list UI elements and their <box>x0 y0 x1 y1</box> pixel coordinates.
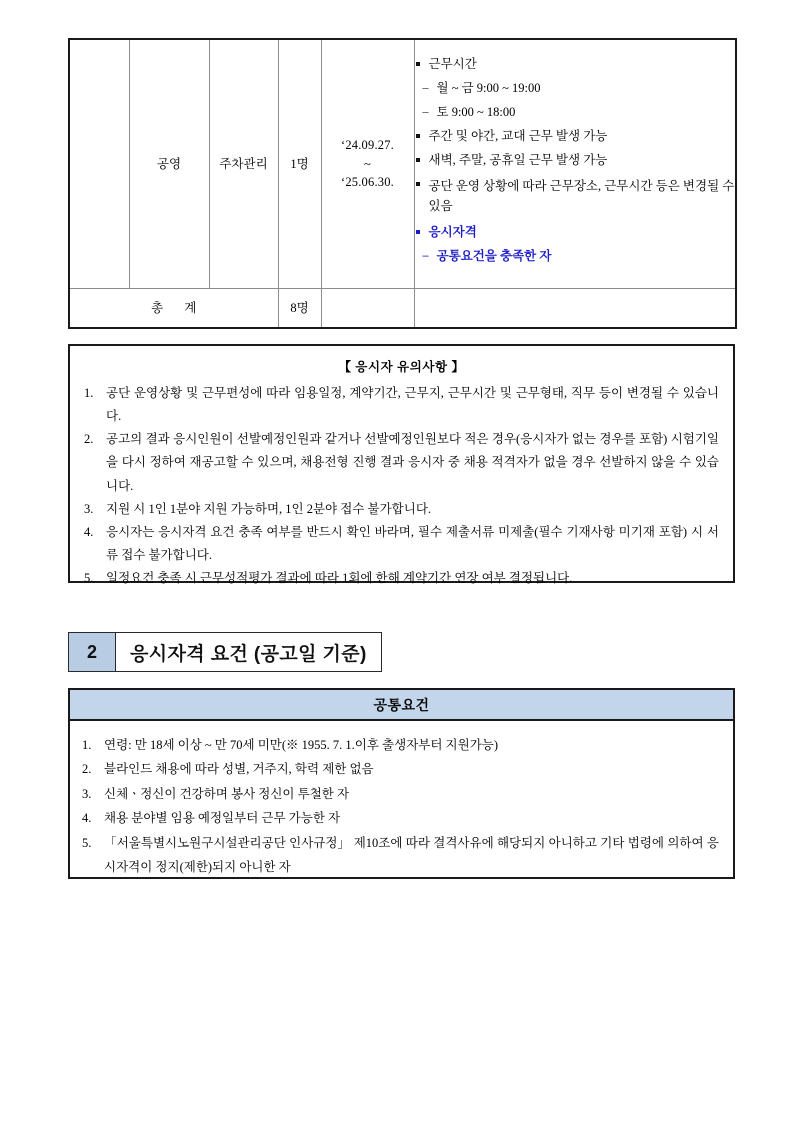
list-item-eligibility-detail: – 공통요건을 충족한 자 <box>415 248 736 265</box>
common-requirements-body <box>68 721 735 879</box>
list-item: 새벽, 주말, 공휴일 근무 발생 가능 <box>415 152 736 169</box>
item-number: 3. <box>84 501 94 516</box>
item-number: 2. <box>82 762 92 777</box>
table-row-total <box>69 289 736 329</box>
cell-headcount: 1명 <box>278 39 321 289</box>
list-item: 근무시간 <box>415 56 736 73</box>
section-heading <box>68 632 382 672</box>
recruitment-table <box>68 38 737 329</box>
total-headcount: 8명 <box>278 289 321 329</box>
list-item <box>84 428 719 497</box>
item-text: 「서울특별시노원구시설관리공단 인사규정」 제10조에 따라 결격사유에 해당되지 아니하고 기타 법령에 의하여 응시자격이 정지(제한)되지 아니한 자 <box>104 835 719 874</box>
item-text: 응시자는 응시자격 요건 충족 여부를 반드시 확인 바라며, 필수 제출서류 미제출(필수 기재사항 미기재 포함) 시 서류 접수 불가합니다. <box>106 524 719 562</box>
item-text: 연령: 만 18세 이상 ~ 만 70세 미만(※ 1955. 7. 1.이후 출생자부터 지원가능) <box>104 738 499 752</box>
cell-contract-period <box>321 39 414 289</box>
cell-division: 공영 <box>129 39 209 289</box>
notice-title: 【 응시자 유의사항 】 <box>338 360 465 374</box>
period-start: ‘24.09.27. <box>340 137 395 152</box>
item-number: 2. <box>84 432 94 447</box>
period-end: ‘25.06.30. <box>340 175 395 190</box>
period-tilde: ~ <box>364 156 371 171</box>
list-item <box>84 498 719 521</box>
item-number: 5. <box>84 571 94 585</box>
list-item: 주간 및 야간, 교대 근무 발생 가능 <box>415 128 736 145</box>
item-text: 지원 시 1인 1분야 지원 가능하며, 1인 2분야 접수 불가합니다. <box>106 501 432 516</box>
list-item <box>82 831 719 880</box>
cell-blank <box>69 39 129 289</box>
list-item <box>84 521 719 567</box>
page-title: 응시자격 요건 (공고일 기준) <box>130 643 367 665</box>
cell-work-conditions <box>414 39 736 289</box>
item-number: 1. <box>84 386 94 400</box>
item-text: 일정요건 충족 시 근무성적평가 결과에 따라 1회에 한해 계약기간 연장 여부 결정됩니다. <box>106 571 573 585</box>
item-number: 3. <box>82 786 92 801</box>
item-text: 공단 운영상황 및 근무편성에 따라 임용일정, 계약기간, 근무지, 근무시간 및 근무형태, 직무 등이 변경될 수 있습니다. <box>106 386 719 424</box>
common-requirements-header: 공통요건 <box>68 688 735 721</box>
table-row <box>69 39 736 289</box>
list-item <box>82 733 719 757</box>
applicant-notice-box <box>68 344 735 583</box>
list-item <box>82 806 719 830</box>
notice-list <box>70 382 733 590</box>
total-label: 총 계 <box>69 289 278 329</box>
list-item-eligibility: 응시자격 <box>415 224 736 241</box>
common-requirements-list <box>70 721 733 879</box>
cell-job: 주차관리 <box>209 39 278 289</box>
item-number: 5. <box>82 835 92 850</box>
list-item: – 월 ~ 금 9:00 ~ 19:00 <box>415 80 736 97</box>
item-text: 공고의 결과 응시인원이 선발예정인원과 같거나 선발예정인원보다 적은 경우(응시자가 없는 경우를 포함) 시험기일을 다시 정하여 재공고할 수 있으며, 채용전형 진행 결과 응시자 중 채용 적격자가 없을 경우 선발하지 않을 수 있습니다. <box>106 432 719 493</box>
total-period-blank <box>321 289 414 329</box>
item-number: 4. <box>84 524 94 539</box>
item-number: 4. <box>82 811 92 826</box>
total-conditions-blank <box>414 289 736 329</box>
list-item: 공단 운영 상황에 따라 근무장소, 근무시간 등은 변경될 수 있음 <box>415 176 736 217</box>
item-number: 1. <box>82 738 92 752</box>
item-text: 채용 분야별 임용 예정일부터 근무 가능한 자 <box>104 811 341 826</box>
common-requirements-box <box>68 688 735 879</box>
list-item <box>84 382 719 428</box>
list-item: – 토 9:00 ~ 18:00 <box>415 104 736 121</box>
list-item <box>84 567 719 590</box>
work-condition-list <box>415 56 736 264</box>
item-text: 신체ㆍ정신이 건강하며 봉사 정신이 투철한 자 <box>104 786 350 801</box>
section-number-badge: 2 <box>69 633 116 671</box>
list-item <box>82 757 719 781</box>
list-item <box>82 782 719 806</box>
item-text: 블라인드 채용에 따라 성별, 거주지, 학력 제한 없음 <box>104 762 374 777</box>
